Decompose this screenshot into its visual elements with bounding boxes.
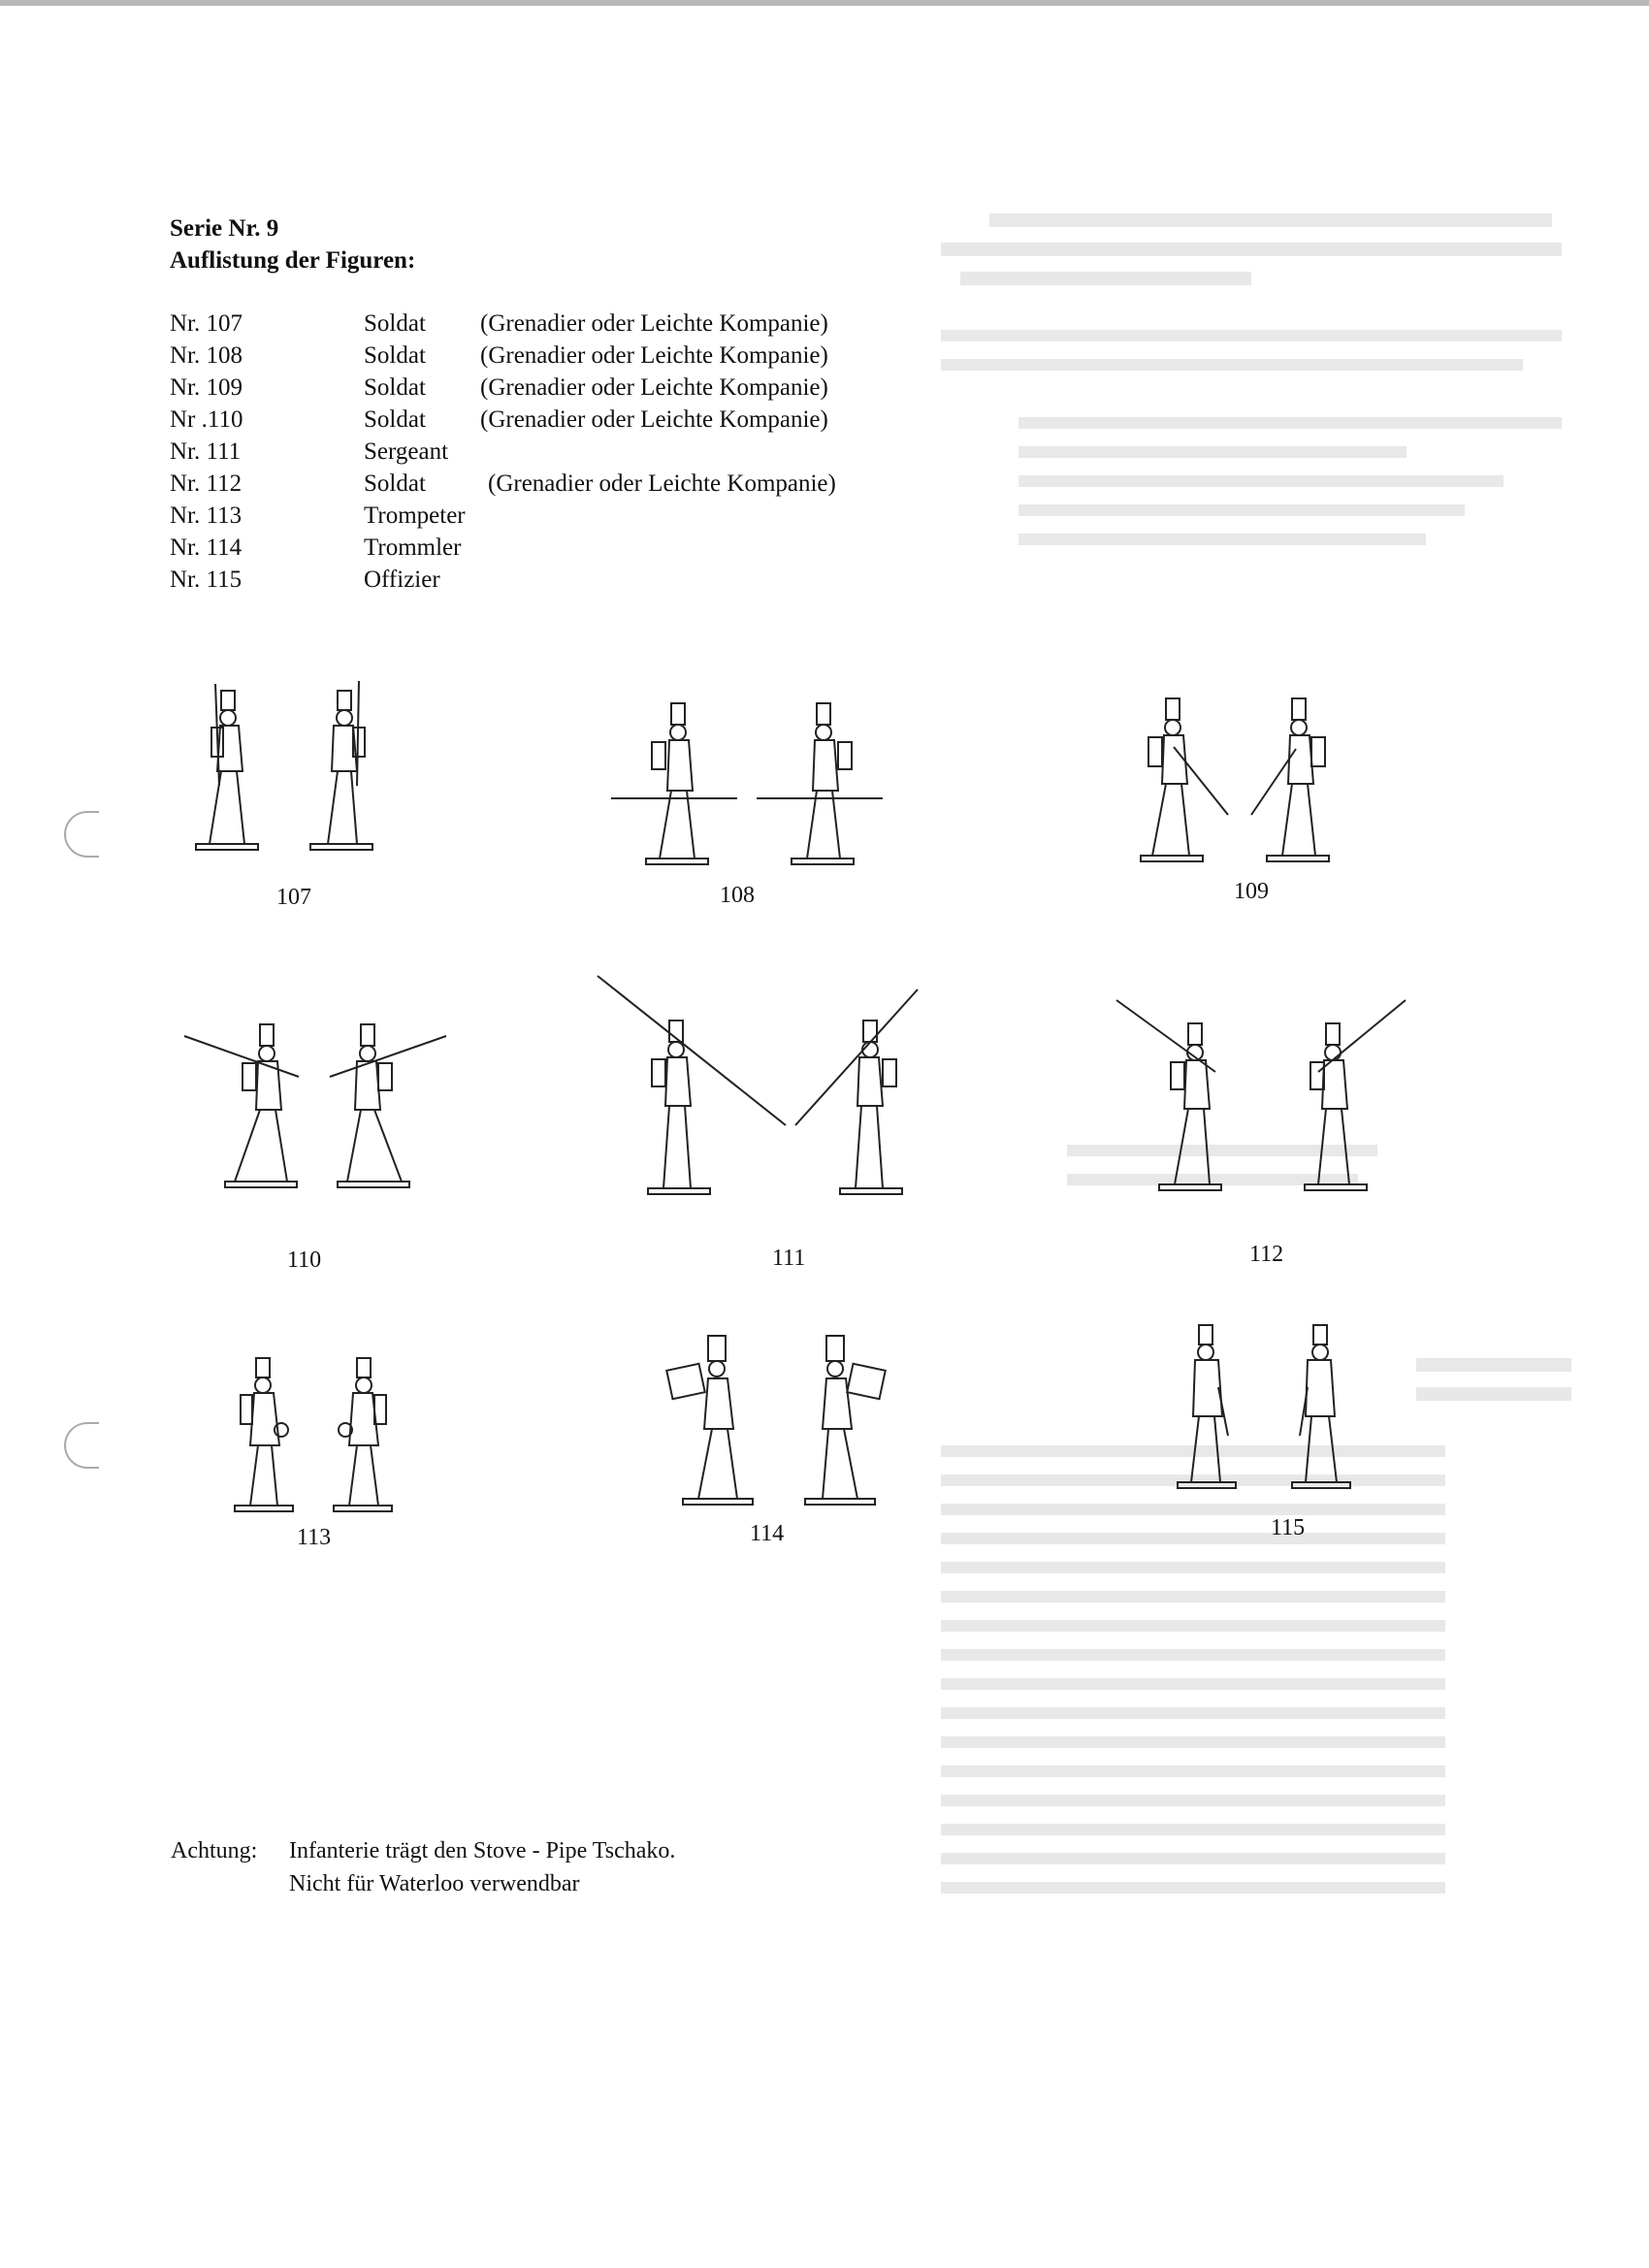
figure-number: Nr. 109 bbox=[170, 374, 242, 401]
figure-type: Trompeter bbox=[364, 502, 466, 529]
soldier-back-view bbox=[757, 703, 883, 864]
soldier-back-view bbox=[310, 681, 372, 850]
figure-type: Offizier bbox=[364, 567, 440, 593]
figure-113-illustration bbox=[204, 1348, 427, 1523]
soldier-back-view bbox=[1251, 698, 1329, 861]
punch-hole-upper bbox=[64, 811, 99, 858]
figure-number: Nr. 107 bbox=[170, 310, 242, 337]
figure-number: Nr. 111 bbox=[170, 438, 242, 465]
figure-note: (Grenadier oder Leichte Kompanie) bbox=[480, 406, 828, 433]
notice-line-2: Nicht für Waterloo verwendbar bbox=[289, 1871, 580, 1896]
drummer-front-view bbox=[666, 1336, 753, 1505]
figure-label: 112 bbox=[1249, 1242, 1284, 1267]
figure-type: Soldat bbox=[364, 406, 426, 433]
figure-108-illustration bbox=[592, 684, 912, 883]
soldier-front-view bbox=[1141, 698, 1228, 861]
figure-type: Trommler bbox=[364, 535, 462, 561]
figure-114-illustration bbox=[660, 1324, 892, 1518]
notice-line-1: Infanterie trägt den Stove - Pipe Tschako. bbox=[289, 1838, 676, 1863]
figure-number: Nr. 108 bbox=[170, 342, 242, 369]
soldier-front-view bbox=[196, 684, 258, 850]
figure-109-illustration bbox=[1106, 679, 1397, 873]
figure-label: 115 bbox=[1271, 1515, 1306, 1540]
figure-type: Sergeant bbox=[364, 438, 449, 465]
figure-note: (Grenadier oder Leichte Kompanie) bbox=[480, 310, 828, 337]
soldier-front-view bbox=[184, 1024, 299, 1187]
trumpeter-front-view bbox=[235, 1358, 293, 1511]
sergeant-back-view bbox=[795, 989, 918, 1194]
figure-label: 113 bbox=[297, 1525, 332, 1550]
figure-label: 114 bbox=[750, 1521, 785, 1546]
figure-note: (Grenadier oder Leichte Kompanie) bbox=[480, 374, 828, 401]
figure-number: Nr. 112 bbox=[170, 470, 242, 497]
figure-note: (Grenadier oder Leichte Kompanie) bbox=[480, 342, 828, 369]
figure-110-illustration bbox=[175, 1009, 456, 1203]
figure-number: Nr. 115 bbox=[170, 567, 242, 593]
drummer-back-view bbox=[805, 1336, 886, 1505]
figure-label: 110 bbox=[287, 1247, 322, 1273]
officer-front-view bbox=[1178, 1325, 1236, 1488]
scan-top-edge bbox=[0, 0, 1649, 6]
figure-112-illustration bbox=[1111, 994, 1411, 1203]
soldier-back-view bbox=[1305, 1000, 1406, 1190]
officer-back-view bbox=[1292, 1325, 1350, 1488]
notice bbox=[171, 1838, 850, 1906]
trumpeter-back-view bbox=[334, 1358, 392, 1511]
figure-type: Soldat bbox=[364, 470, 426, 497]
figure-111-illustration bbox=[592, 970, 922, 1203]
figure-label: 109 bbox=[1234, 879, 1269, 904]
figure-107-illustration bbox=[175, 669, 417, 883]
punch-hole-lower bbox=[64, 1422, 99, 1469]
figure-label: 108 bbox=[720, 883, 755, 908]
series-subtitle: Auflistung der Figuren: bbox=[170, 247, 416, 274]
soldier-back-view bbox=[330, 1024, 446, 1187]
sergeant-front-view bbox=[598, 976, 786, 1194]
notice-label: Achtung: bbox=[171, 1838, 258, 1863]
figure-type: Soldat bbox=[364, 310, 426, 337]
figure-number: Nr. 113 bbox=[170, 502, 242, 529]
figure-label: 107 bbox=[276, 885, 311, 910]
figure-number: Nr .110 bbox=[170, 406, 243, 433]
figure-type: Soldat bbox=[364, 374, 426, 401]
figure-type: Soldat bbox=[364, 342, 426, 369]
figure-label: 111 bbox=[772, 1246, 806, 1271]
soldier-front-view bbox=[611, 703, 737, 864]
series-title: Serie Nr. 9 bbox=[170, 215, 279, 242]
figure-number: Nr. 114 bbox=[170, 535, 242, 561]
figure-note: (Grenadier oder Leichte Kompanie) bbox=[488, 470, 836, 497]
soldier-front-view bbox=[1116, 1000, 1221, 1190]
figure-115-illustration bbox=[1164, 1319, 1387, 1499]
